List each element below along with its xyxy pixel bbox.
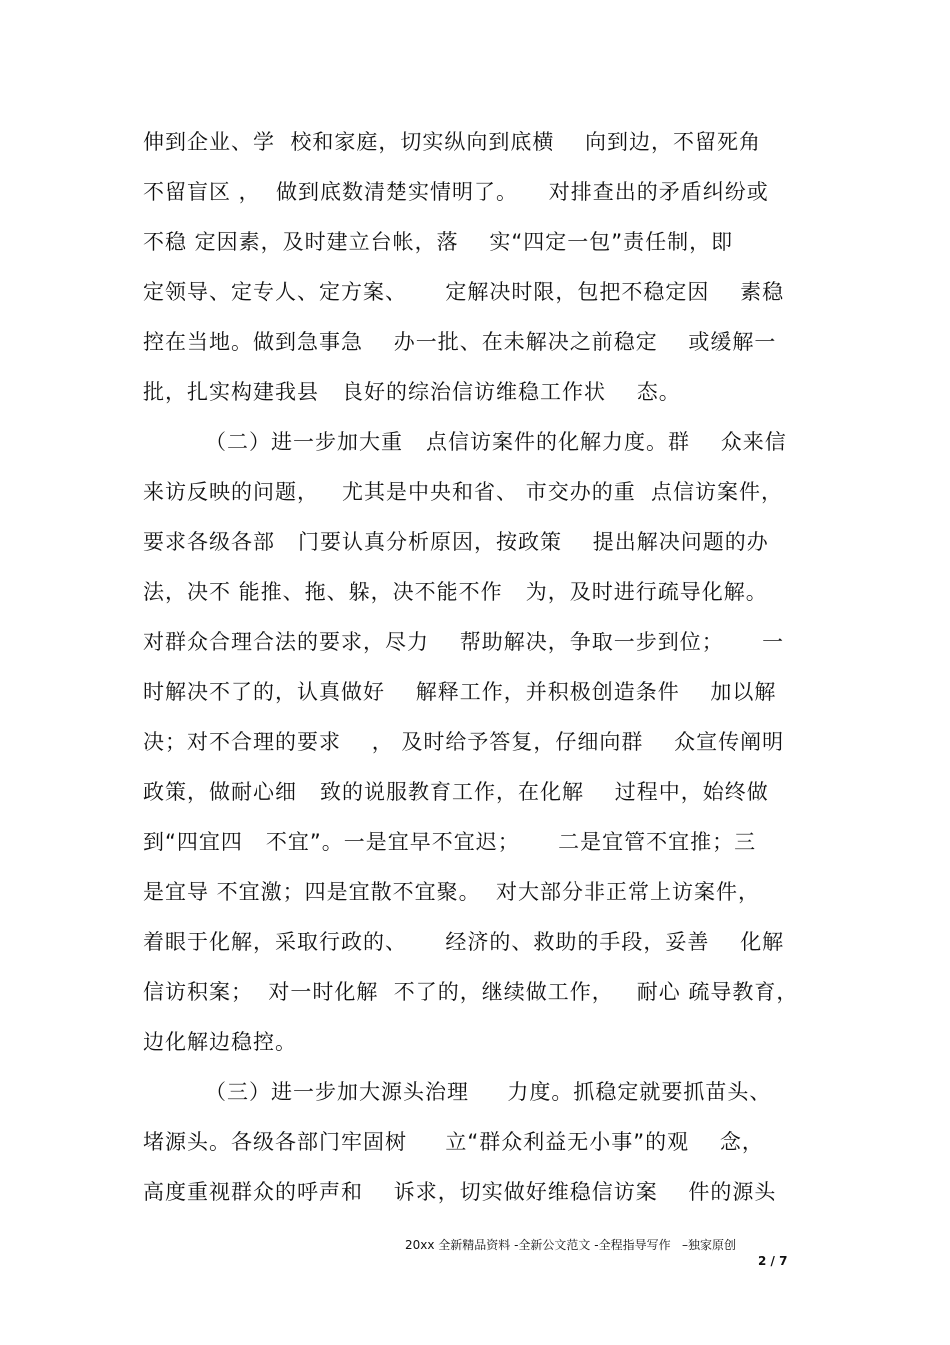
text-line: 法，决不 能推、拖、躲，决不能不作 为，及时进行疏导化解。 — [143, 580, 768, 604]
text-line: 着眼于化解，采取行政的、 经济的、救助的手段，妥善 化解 — [143, 930, 785, 954]
section-heading-line: （三）进一步加大源头治理 力度。抓稳定就要抓苗头、 — [205, 1080, 772, 1104]
text-line: 定领导、定专人、定方案、 定解决时限，包把不稳定因 素稳 — [143, 280, 785, 304]
text-line: 伸到企业、学 校和家庭，切实纵向到底横 向到边，不留死角 — [143, 130, 762, 154]
text-line: 堵源头。各级各部门牢固树 立“群众利益无小事”的观 念， — [143, 1130, 764, 1154]
text-line: 批，扎实构建我县 良好的综治信访维稳工作状 态。 — [143, 380, 681, 404]
page-footer: 20xx 全新精品资料 -全新公文范文 -全程指导写作 –独家原创 — [405, 1238, 737, 1252]
text-line: 对群众合理合法的要求，尽力 帮助解决，争取一步到位； 一 — [143, 630, 785, 654]
text-line: 是宜导 不宜激；四是宜散不宜聚。 对大部分非正常上访案件， — [143, 880, 761, 904]
text-line: 控在当地。做到急事急 办一批、在未解决之前稳定 或缓解一 — [143, 330, 777, 354]
text-line: 边化解边稳控。 — [143, 1030, 297, 1054]
text-line: 信访积案； 对一时化解 不了的，继续做工作， 耐心 疏导教育， — [143, 980, 799, 1004]
text-line: 政策，做耐心细 致的说服教育工作，在化解 过程中，始终做 — [143, 780, 769, 804]
text-line: 到“四宜四 不宜”。一是宜早不宜迟； 二是宜管不宜推；三 — [143, 830, 757, 854]
text-line: 不稳 定因素，及时建立台帐，落 实“四定一包”责任制，即 — [143, 230, 734, 254]
text-line: 来访反映的问题， 尤其是中央和省、 市交办的重 点信访案件， — [143, 480, 784, 504]
text-line: 决；对不合理的要求 ， 及时给予答复，仔细向群 众宣传阐明 — [143, 730, 785, 754]
text-line: 时解决不了的，认真做好 解释工作，并积极创造条件 加以解 — [143, 680, 777, 704]
section-heading-line: （二）进一步加大重 点信访案件的化解力度。群 众来信 — [205, 430, 787, 454]
text-line: 要求各级各部 门要认真分析原因，按政策 提出解决问题的办 — [143, 530, 769, 554]
text-line: 高度重视群众的呼声和 诉求，切实做好维稳信访案 件的源头 — [143, 1180, 777, 1204]
page-number: 2 / 7 — [758, 1254, 788, 1268]
text-line: 不留盲区 ， 做到底数清楚实情明了。 对排查出的矛盾纠纷或 — [143, 180, 769, 204]
